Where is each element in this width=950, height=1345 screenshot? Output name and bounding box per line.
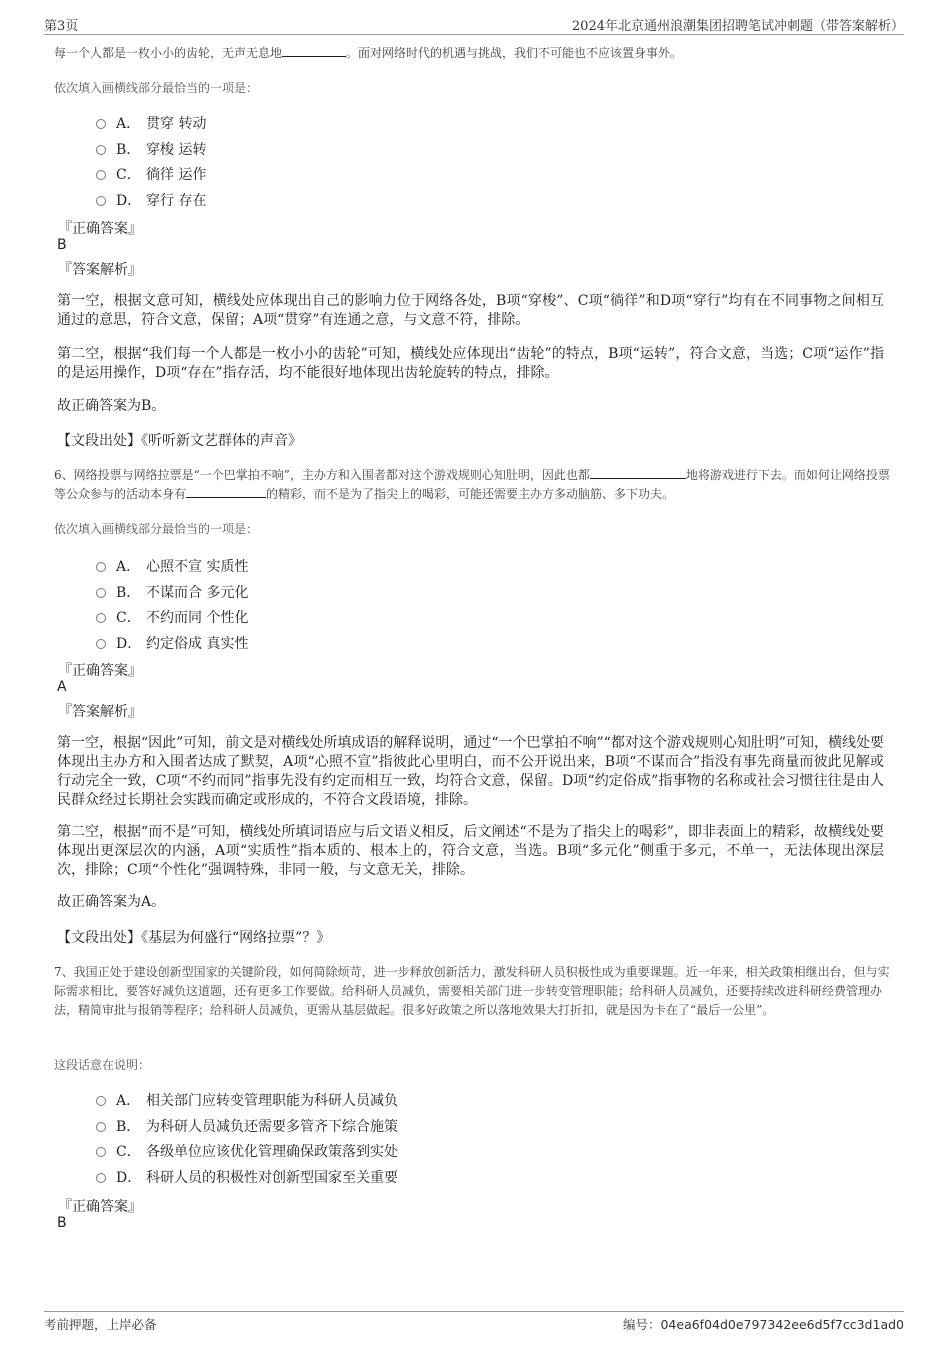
option-text: 不谋而合 多元化 <box>146 584 249 601</box>
q5-source: 【文段出处】《听听新文艺群体的声音》 <box>57 433 302 449</box>
q7-answer: B <box>57 1215 67 1231</box>
option-text: 不约而同 个性化 <box>146 610 249 626</box>
q7-stem: 7、我国正处于建设创新型国家的关键阶段，如何简除烦苛，进一步释放创新活力，激发科研人员积极性成为重要课题。近一年来，相关政策相继出台，但与实际需求相比，要答好减负这道题，还有更多工作要做。给科研人员减负，需要相关部门进一步转变管理职能；给科研人员减负，还要持续改进科研经费管理办法，精简审批与报销等程序；给科研人员减负，更需从基层做起。很多好政策之所以落地效果大打折扣，就是因为卡在了“最后一公里”。 <box>54 965 890 1017</box>
option-letter: B． <box>116 584 141 601</box>
footer-code-label: 编号： <box>622 1317 661 1332</box>
option-letter: A． <box>116 116 141 132</box>
radio-icon[interactable] <box>96 119 106 129</box>
radio-icon[interactable] <box>96 170 106 180</box>
option-letter: C． <box>116 1144 141 1160</box>
q5-stem-part2: 。面对网络时代的机遇与挑战，我们不可能也不应该置身事外。 <box>346 46 683 60</box>
q6-stem-part1: 6、网络投票与网络拉票是“一个巴掌拍不响”，主办方和入围者都对这个游戏规则心知肚明，因此也都 <box>54 468 590 482</box>
q6-analysis-label: 『答案解析』 <box>58 704 142 720</box>
q6-analysis-p1: 第一空，根据“因此”可知，前文是对横线处所填成语的解释说明，通过“一个巴掌拍不响”“都对这个游戏规则心知肚明”可知，横线处要体现出主办方和入围者达成了默契，A项“心照不宣”指彼此心里明白，而不公开说出来，B项“不谋而合”指没有事先商量而彼此见解或行动完全一致，C项“不约而同”指事先没有约定而相互一致，均符合文意，保留。D项“约定俗成”指事物的名称或社会习惯往往是由人民群众经过长期社会实践而确定或形成的，不符合文段语境，排除。 <box>57 735 884 808</box>
q7-prompt: 这段话意在说明： <box>54 1058 151 1072</box>
option-letter: C． <box>116 610 141 626</box>
option-letter: D． <box>116 635 142 652</box>
q6-blank-2 <box>186 485 266 498</box>
option-text: 穿梭 运转 <box>146 141 207 158</box>
radio-icon[interactable] <box>96 1147 106 1157</box>
option-text: 心照不宣 实质性 <box>146 559 249 575</box>
page-header <box>44 14 904 35</box>
option-text: 穿行 存在 <box>146 192 207 209</box>
q6-blank-1 <box>590 466 686 479</box>
radio-icon[interactable] <box>96 1122 106 1132</box>
q6-answer: A <box>57 679 67 695</box>
radio-icon[interactable] <box>96 1173 106 1183</box>
q5-analysis-conclusion: 故正确答案为B。 <box>57 398 166 414</box>
q6-stem-part2: 地将游戏进行下去。而如何让网络投票等公众参与的活动本身有 <box>54 468 890 501</box>
option-text: 各级单位应该优化管理确保政策落到实处 <box>146 1144 398 1160</box>
option-text: 为科研人员减负还需要多管齐下综合施策 <box>146 1118 398 1135</box>
q5-analysis-p1: 第一空，根据文意可知，横线处应体现出自己的影响力位于网络各处，B项“穿梭”、C项“徜徉”和D项“穿行”均有在不同事物之间相互通过的意思，符合文意，保留；A项“贯穿”有连通之意，与文意不符，排除。 <box>57 293 884 328</box>
option-letter: B． <box>116 141 141 158</box>
q5-analysis-p2: 第二空，根据“我们每一个人都是一枚小小的齿轮”可知，横线处应体现出“齿轮”的特点，B项“运转”，符合文意，当选；C项“运作”指的是运用操作，D项“存在”指存活，均不能很好地体现出齿轮旋转的特点，排除。 <box>57 346 884 381</box>
q6-source: 【文段出处】《基层为何盛行“网络拉票”？》 <box>57 930 331 946</box>
option-text: 相关部门应转变管理职能为科研人员减负 <box>146 1093 398 1109</box>
q5-prompt: 依次填入画横线部分最恰当的一项是： <box>54 81 259 95</box>
option-text: 贯穿 转动 <box>146 116 207 132</box>
option-letter: B． <box>116 1118 141 1135</box>
q6-stem <box>54 466 900 504</box>
page-number: 第3页 <box>44 19 79 34</box>
radio-icon[interactable] <box>96 145 106 155</box>
option-letter: A． <box>116 559 141 575</box>
q5-answer: B <box>57 237 67 253</box>
q6-prompt: 依次填入画横线部分最恰当的一项是： <box>54 522 259 536</box>
q5-blank-1 <box>282 44 346 57</box>
document-title: 2024年北京通州浪潮集团招聘笔试冲刺题（带答案解析） <box>571 19 904 34</box>
radio-icon[interactable] <box>96 639 106 649</box>
radio-icon[interactable] <box>96 1096 106 1106</box>
radio-icon[interactable] <box>96 588 106 598</box>
q6-analysis-conclusion: 故正确答案为A。 <box>57 894 166 910</box>
q5-stem-part1: 每一个人都是一枚小小的齿轮，无声无息地 <box>54 46 283 60</box>
footer-code <box>623 1315 904 1333</box>
q6-analysis-p2: 第二空，根据“而不是”可知，横线处所填词语应与后文语义相反，后文阐述“不是为了指尖上的喝彩”，即非表面上的精彩，故横线处要体现出更深层次的内涵，A项“实质性”指本质的、根本上的，符合文意，当选。B项“多元化”侧重于多元，不单一，无法体现出深层次，排除；C项“个性化”强调特殊，非同一般，与文意无关，排除。 <box>57 824 884 878</box>
option-letter: D． <box>116 1169 142 1186</box>
option-text: 徜徉 运作 <box>146 167 207 183</box>
option-letter: D． <box>116 192 142 209</box>
footer-code-value: 04ea6f04d0e797342ee6d5f7cc3d1ad0 <box>660 1317 904 1332</box>
option-text: 约定俗成 真实性 <box>146 635 249 652</box>
radio-icon[interactable] <box>96 196 106 206</box>
q5-analysis-label: 『答案解析』 <box>58 262 142 278</box>
option-letter: C． <box>116 167 141 183</box>
q6-answer-label: 『正确答案』 <box>58 663 142 679</box>
radio-icon[interactable] <box>96 613 106 623</box>
option-text: 科研人员的积极性对创新型国家至关重要 <box>146 1169 398 1186</box>
footer-slogan: 考前押题，上岸必备 <box>44 1317 157 1332</box>
q5-answer-label: 『正确答案』 <box>58 221 142 237</box>
q6-stem-part3: 的精彩，而不是为了指尖上的喝彩，可能还需要主办方多动脑筋、多下功夫。 <box>266 487 675 501</box>
option-letter: A． <box>116 1093 141 1109</box>
q7-answer-label: 『正确答案』 <box>58 1199 142 1215</box>
q5-stem <box>54 44 682 63</box>
radio-icon[interactable] <box>96 562 106 572</box>
page-footer <box>44 1311 904 1334</box>
